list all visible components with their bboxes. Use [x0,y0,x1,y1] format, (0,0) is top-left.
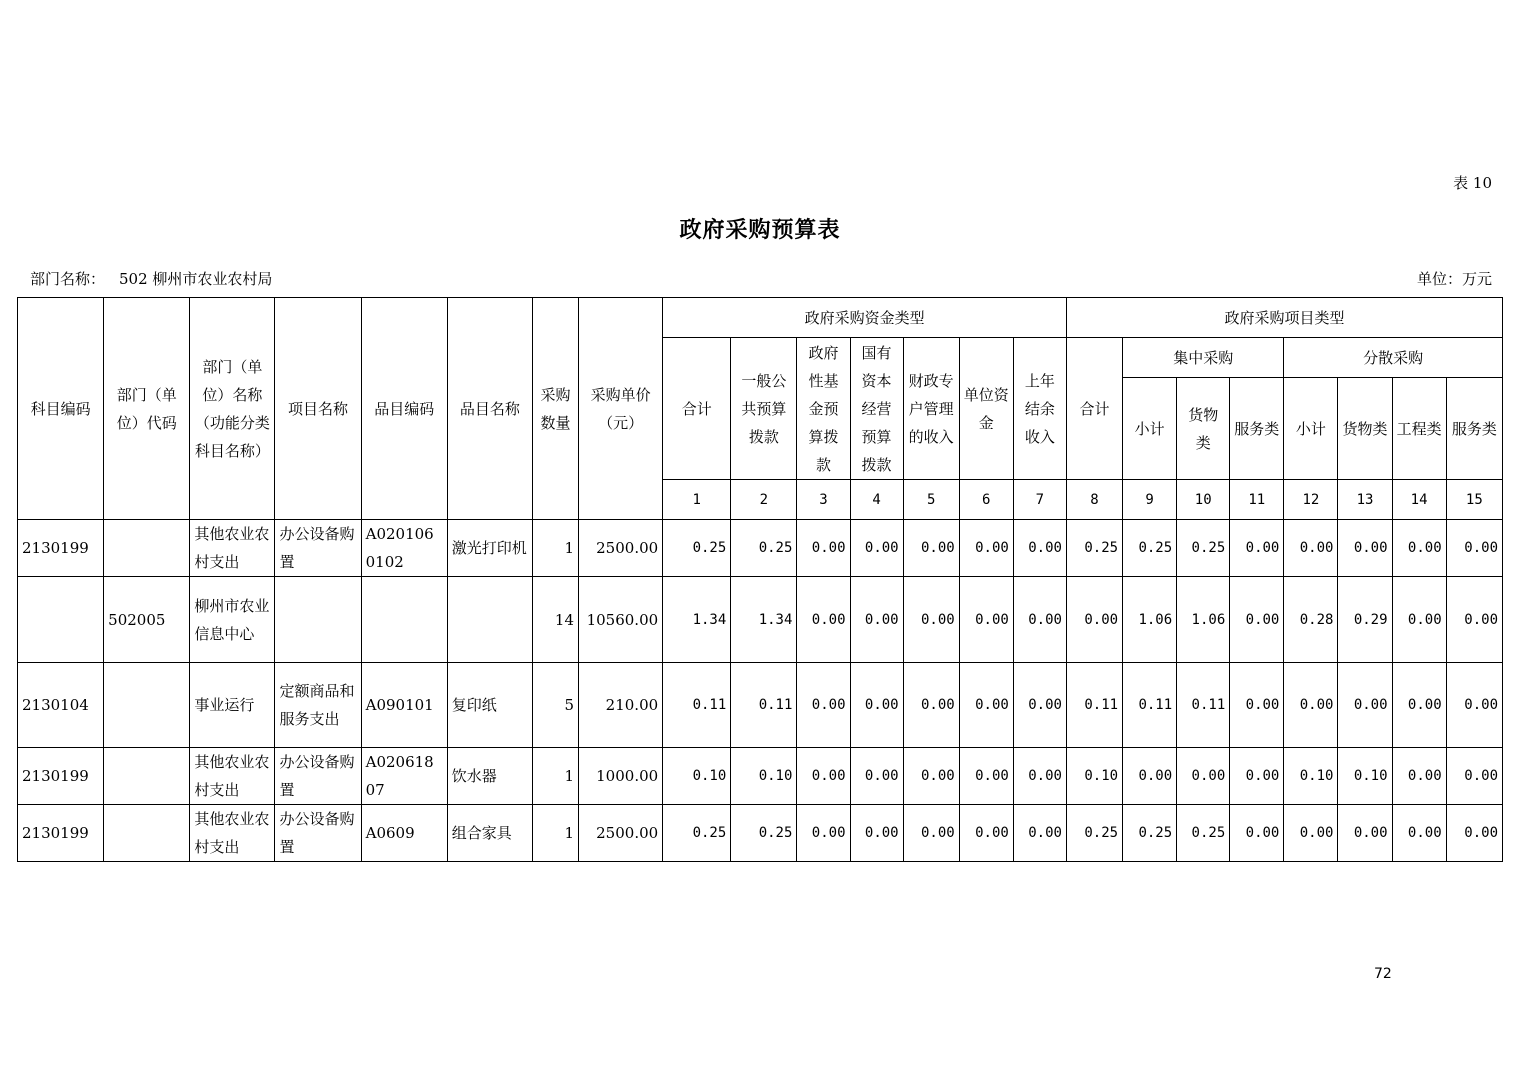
amount-cell: 0.10 [1066,748,1122,805]
amount-cell: 0.00 [1230,748,1284,805]
project-name-cell: 办公设备购置 [275,748,361,805]
subject-code-cell [18,577,104,663]
header-fund-col: 政府性基金预算拨款 [797,338,850,480]
subject-code-cell: 2130199 [18,805,104,862]
header-dispersed-group: 分散采购 [1284,338,1503,378]
header-dispersed-col: 工程类 [1392,378,1446,480]
department-label: 部门名称： [30,270,106,288]
amount-cell: 1.06 [1177,577,1230,663]
amount-cell: 0.00 [1338,520,1392,577]
amount-cell: 0.10 [731,748,797,805]
column-number: 8 [1066,480,1122,520]
amount-cell: 0.00 [797,805,850,862]
dept-code-cell [104,663,190,748]
column-number: 10 [1177,480,1230,520]
dept-code-cell [104,520,190,577]
amount-cell: 0.10 [1338,748,1392,805]
amount-cell: 0.11 [663,663,731,748]
amount-cell: 0.00 [1230,663,1284,748]
amount-cell: 0.25 [663,805,731,862]
amount-cell: 0.00 [850,748,903,805]
amount-cell: 0.11 [1066,663,1122,748]
amount-cell: 1.34 [731,577,797,663]
column-number: 3 [797,480,850,520]
header-project-name: 项目名称 [275,298,361,520]
amount-cell: 0.00 [1446,663,1502,748]
dept-name-cell: 其他农业农村支出 [190,805,275,862]
dept-code-cell: 502005 [104,577,190,663]
procurement-budget-table [17,297,1503,862]
amount-cell: 0.00 [1392,520,1446,577]
column-number: 1 [663,480,731,520]
amount-cell: 0.00 [797,748,850,805]
header-fund-col: 财政专户管理的收入 [903,338,959,480]
dept-code-cell [104,805,190,862]
amount-cell: 0.11 [1177,663,1230,748]
header-quantity: 采购数量 [532,298,578,520]
column-number: 12 [1284,480,1338,520]
item-code-cell [361,577,447,663]
amount-cell: 0.00 [903,805,959,862]
quantity-cell: 14 [532,577,578,663]
amount-cell: 0.00 [1284,520,1338,577]
column-number: 6 [959,480,1013,520]
amount-cell: 0.00 [1013,748,1066,805]
column-number: 4 [850,480,903,520]
item-name-cell: 饮水器 [447,748,532,805]
quantity-cell: 1 [532,748,578,805]
item-code-cell: A0201060102 [361,520,447,577]
amount-cell: 0.00 [1284,663,1338,748]
amount-cell: 0.00 [1392,663,1446,748]
amount-cell: 0.00 [850,805,903,862]
amount-cell: 0.00 [797,663,850,748]
unit-price-cell: 210.00 [579,663,663,748]
amount-cell: 0.28 [1284,577,1338,663]
amount-cell: 0.00 [903,663,959,748]
amount-cell: 0.00 [1338,805,1392,862]
column-number: 11 [1230,480,1284,520]
header-dispersed-col: 货物类 [1338,378,1392,480]
amount-cell: 0.00 [1446,748,1502,805]
table-row [18,577,1503,663]
department-value: 502 柳州市农业农村局 [119,270,273,288]
column-number: 9 [1123,480,1177,520]
amount-cell: 0.00 [1446,577,1502,663]
amount-cell: 0.00 [1123,748,1177,805]
subject-code-cell: 2130199 [18,748,104,805]
item-code-cell: A0609 [361,805,447,862]
amount-cell: 0.25 [663,520,731,577]
header-central-col: 小计 [1123,378,1177,480]
table-number: 表 10 [1453,174,1492,192]
amount-cell: 0.00 [797,520,850,577]
header-fund-col: 国有资本经营预算拨款 [850,338,903,480]
amount-cell: 0.00 [1338,663,1392,748]
amount-cell: 0.11 [1123,663,1177,748]
column-number: 5 [903,480,959,520]
amount-cell: 0.00 [797,577,850,663]
amount-cell: 0.00 [850,577,903,663]
header-fund-col: 一般公共预算拨款 [731,338,797,480]
table-row [18,805,1503,862]
department-line [30,268,272,289]
amount-cell: 0.25 [731,520,797,577]
header-dispersed-col: 服务类 [1446,378,1502,480]
dept-name-cell: 其他农业农村支出 [190,520,275,577]
column-number: 15 [1446,480,1502,520]
amount-cell: 0.29 [1338,577,1392,663]
amount-cell: 0.00 [1013,577,1066,663]
amount-cell: 0.00 [959,805,1013,862]
amount-cell: 0.11 [731,663,797,748]
amount-cell: 0.00 [959,748,1013,805]
item-name-cell: 激光打印机 [447,520,532,577]
amount-cell: 0.25 [1177,805,1230,862]
amount-cell: 0.00 [959,520,1013,577]
header-dept-name: 部门（单位）名称（功能分类科目名称） [190,298,275,520]
amount-cell: 0.00 [1177,748,1230,805]
header-central-group: 集中采购 [1123,338,1284,378]
amount-cell: 0.25 [1177,520,1230,577]
project-name-cell: 办公设备购置 [275,805,361,862]
header-subject-code: 科目编码 [18,298,104,520]
header-item-code: 品目编码 [361,298,447,520]
header-fund-col: 上年结余收入 [1013,338,1066,480]
amount-cell: 0.10 [1284,748,1338,805]
header-dispersed-col: 小计 [1284,378,1338,480]
project-name-cell: 定额商品和服务支出 [275,663,361,748]
header-fund-type-group: 政府采购资金类型 [663,298,1067,338]
header-fund-col: 单位资金 [959,338,1013,480]
header-central-col: 货物类 [1177,378,1230,480]
amount-cell: 0.00 [903,520,959,577]
header-central-col: 服务类 [1230,378,1284,480]
item-name-cell: 复印纸 [447,663,532,748]
amount-cell: 0.00 [1230,577,1284,663]
subject-code-cell: 2130104 [18,663,104,748]
amount-cell: 0.00 [1013,520,1066,577]
dept-name-cell: 事业运行 [190,663,275,748]
item-name-cell: 组合家具 [447,805,532,862]
amount-cell: 0.00 [1392,805,1446,862]
amount-cell: 0.25 [1123,520,1177,577]
dept-name-cell: 其他农业农村支出 [190,748,275,805]
amount-cell: 0.00 [1013,805,1066,862]
column-number: 13 [1338,480,1392,520]
item-code-cell: A090101 [361,663,447,748]
amount-cell: 1.06 [1123,577,1177,663]
amount-cell: 0.00 [1230,805,1284,862]
table-row [18,748,1503,805]
unit-price-cell: 10560.00 [579,577,663,663]
column-number: 2 [731,480,797,520]
amount-cell: 0.25 [731,805,797,862]
item-name-cell [447,577,532,663]
header-fund-col: 合计 [663,338,731,480]
amount-cell: 0.00 [1446,520,1502,577]
column-number: 14 [1392,480,1446,520]
header-item-name: 品目名称 [447,298,532,520]
amount-cell: 0.00 [1284,805,1338,862]
unit-price-cell: 2500.00 [579,520,663,577]
amount-cell: 0.00 [1013,663,1066,748]
page-number: 72 [1374,966,1392,982]
amount-cell: 0.00 [1392,577,1446,663]
amount-cell: 0.00 [903,577,959,663]
amount-cell: 0.00 [959,577,1013,663]
amount-cell: 0.00 [1066,577,1122,663]
header-unit-price: 采购单价（元） [579,298,663,520]
table-row [18,663,1503,748]
amount-cell: 0.00 [1230,520,1284,577]
project-name-cell: 办公设备购置 [275,520,361,577]
dept-code-cell [104,748,190,805]
amount-cell: 0.00 [903,748,959,805]
unit-price-cell: 2500.00 [579,805,663,862]
amount-cell: 0.00 [1392,748,1446,805]
amount-cell: 0.10 [663,748,731,805]
header-dept-code: 部门（单位）代码 [104,298,190,520]
amount-cell: 1.34 [663,577,731,663]
amount-cell: 0.00 [1446,805,1502,862]
amount-cell: 0.00 [850,520,903,577]
quantity-cell: 5 [532,663,578,748]
quantity-cell: 1 [532,520,578,577]
project-name-cell [275,577,361,663]
table-row [18,520,1503,577]
unit-price-cell: 1000.00 [579,748,663,805]
amount-cell: 0.25 [1123,805,1177,862]
unit-label: 单位：万元 [1416,270,1492,288]
amount-cell: 0.25 [1066,520,1122,577]
header-project-type-group: 政府采购项目类型 [1066,298,1502,338]
amount-cell: 0.00 [959,663,1013,748]
column-number: 7 [1013,480,1066,520]
subject-code-cell: 2130199 [18,520,104,577]
amount-cell: 0.25 [1066,805,1122,862]
item-code-cell: A02061807 [361,748,447,805]
dept-name-cell: 柳州市农业信息中心 [190,577,275,663]
quantity-cell: 1 [532,805,578,862]
header-project-total: 合计 [1066,338,1122,480]
page-title: 政府采购预算表 [679,217,841,243]
amount-cell: 0.00 [850,663,903,748]
